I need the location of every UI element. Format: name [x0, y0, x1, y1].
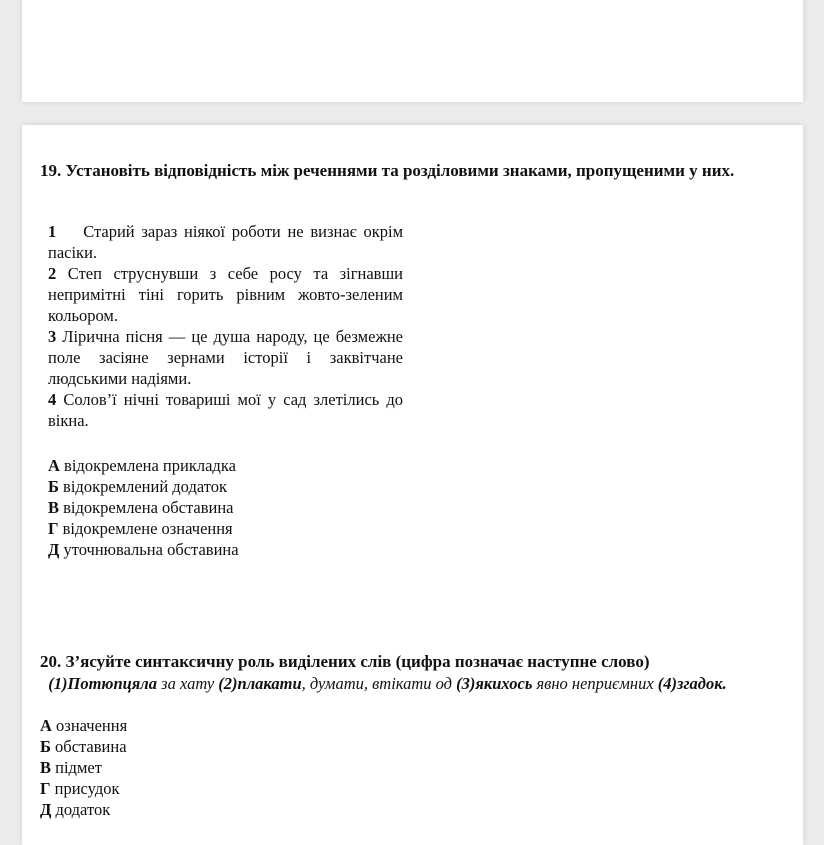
- sentence-fragment: явно неприємних: [532, 674, 658, 693]
- previous-page: [22, 0, 803, 102]
- option-letter: Г: [48, 519, 59, 538]
- sentence-text: Степ струснувши з себе росу та зігнавши непримітні тіні горить рівним жовто-зеленим кольором.: [48, 264, 404, 325]
- highlighted-word-1: (1)Потюпцяла: [48, 674, 158, 693]
- sentence-text: Лірична пісня — це душа народу, це безмежне поле засіяне зернами історії і заквітчане людськими надіями.: [48, 327, 404, 388]
- sentence-2: [48, 263, 403, 326]
- option-b: [40, 736, 127, 757]
- option-v: [40, 757, 127, 778]
- option-text: присудок: [54, 779, 120, 798]
- option-letter: Б: [40, 737, 51, 756]
- sentence-fragment: за хату: [157, 674, 219, 693]
- sentence-number: 3: [48, 327, 57, 346]
- option-text: уточнювальна обставина: [63, 540, 239, 559]
- question-20-sentence: [40, 673, 777, 694]
- option-letter: Г: [40, 779, 51, 798]
- option-h: [40, 778, 127, 799]
- option-letter: А: [48, 456, 60, 475]
- question-19-title: 19. Установіть відповідність між реченнями та розділовими знаками, пропущеними у них.: [40, 161, 735, 180]
- option-text: відокремлене означення: [62, 519, 233, 538]
- highlighted-word-4: (4)згадок.: [657, 674, 727, 693]
- option-letter: В: [40, 758, 52, 777]
- highlighted-word-3: (3)якихось: [456, 674, 533, 693]
- option-letter: Б: [48, 477, 59, 496]
- sentence-3: [48, 326, 403, 389]
- sentence-number: 4: [48, 390, 57, 409]
- option-text: підмет: [55, 758, 102, 777]
- question-19-options: [48, 455, 239, 560]
- question-20-title: 20. З’ясуйте синтаксичну роль виділених слів (цифра позначає наступне слово): [40, 652, 650, 671]
- option-d: [48, 539, 239, 560]
- sentence-number: 2: [48, 264, 57, 283]
- option-text: відокремлена обставина: [63, 498, 234, 517]
- option-text: відокремлена прикладка: [64, 456, 236, 475]
- sentence-number: 1: [48, 222, 57, 241]
- sentence-fragment: , думати, втікати од: [301, 674, 457, 693]
- sentence-4: [48, 389, 403, 431]
- option-a: [48, 455, 239, 476]
- option-d: [40, 799, 127, 820]
- option-text: додаток: [55, 800, 111, 819]
- question-19-sentences: [48, 221, 403, 431]
- option-letter: В: [48, 498, 60, 517]
- option-text: означення: [56, 716, 128, 735]
- sentence-text: Старий зараз ніякої роботи не визнає окрім пасіки.: [48, 222, 404, 262]
- option-a: [40, 715, 127, 736]
- option-b: [48, 476, 239, 497]
- highlighted-word-2: (2)плакати: [218, 674, 302, 693]
- sentence-1: [48, 221, 403, 263]
- question-20-options: [40, 715, 127, 820]
- option-text: обставина: [55, 737, 127, 756]
- option-v: [48, 497, 239, 518]
- option-letter: А: [40, 716, 52, 735]
- sentence-text: Солов’ї нічні товариші мої у сад злетілись до вікна.: [48, 390, 404, 430]
- option-text: відокремлений додаток: [63, 477, 227, 496]
- option-letter: Д: [40, 800, 52, 819]
- option-h: [48, 518, 239, 539]
- current-page: [22, 125, 803, 845]
- option-letter: Д: [48, 540, 60, 559]
